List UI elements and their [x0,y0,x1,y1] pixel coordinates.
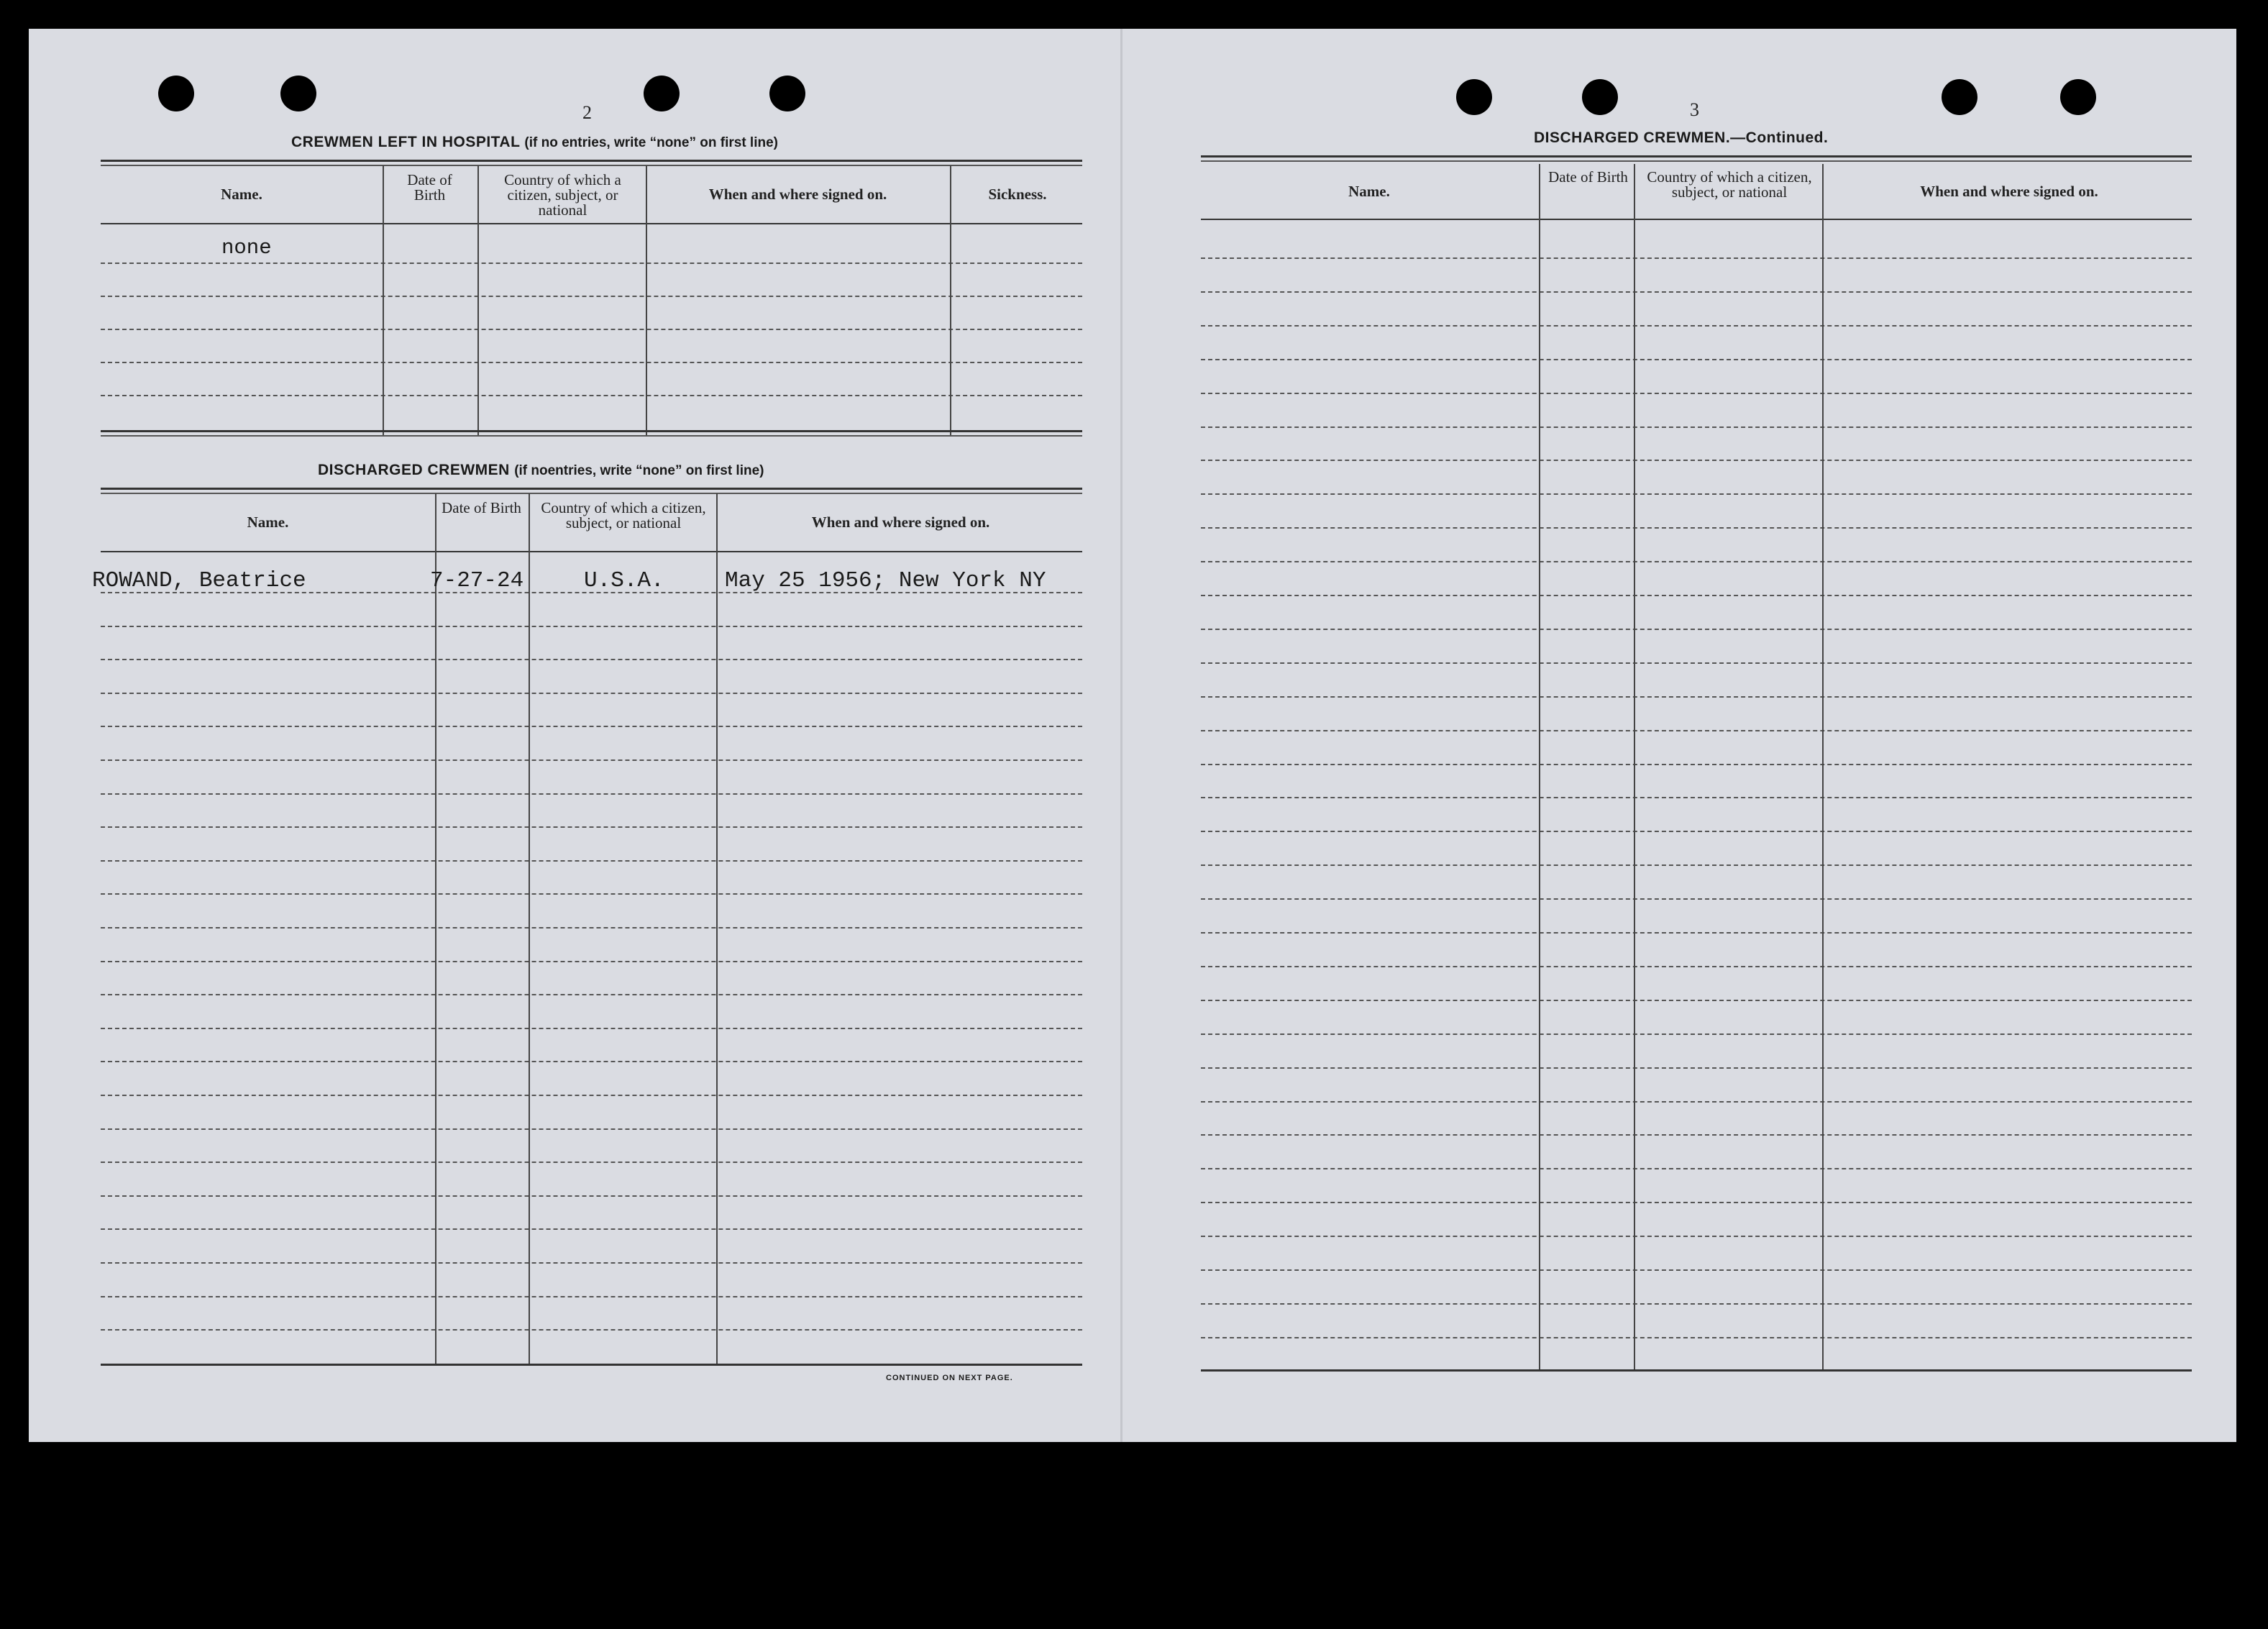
hospital-section-title [291,134,778,151]
hospital-header-sickness: Sickness. [988,186,1047,203]
ruled-line [101,961,1082,962]
ruled-line [101,626,1082,627]
discharged-header-name: Name. [247,514,289,531]
ruled-line [1201,764,2192,765]
ruled-line [101,1195,1082,1197]
ruled-line [1201,1236,2192,1237]
ruled-line [1201,257,2192,259]
ruled-line [101,693,1082,694]
discharged-col-divider [435,493,436,1365]
discharged-header-rule [101,551,1082,552]
ruled-line [1201,1134,2192,1136]
ruled-line [101,893,1082,895]
ruled-line [101,659,1082,660]
ruled-line [1201,291,2192,293]
ruled-line [1201,1269,2192,1271]
discharged-bottom-rule [101,1364,1082,1366]
hospital-header-name: Name. [221,186,262,203]
ruled-line [101,1095,1082,1096]
continued-col-divider [1539,164,1540,1371]
ruled-line [1201,460,2192,461]
ruled-line [1201,595,2192,596]
ruled-line [101,329,1082,330]
hospital-top-rule [101,160,1082,166]
hospital-bottom-rule [101,430,1082,437]
ruled-line [101,793,1082,795]
ruled-line [101,1162,1082,1163]
continued-header-dob: Date of Birth [1548,168,1628,186]
ruled-line [1201,1101,2192,1103]
ruled-line [1201,1168,2192,1169]
hospital-title-text: CREWMEN LEFT IN HOSPITAL [291,134,521,150]
ruled-line [1201,898,2192,900]
ruled-line [1201,426,2192,428]
ruled-line [1201,1337,2192,1338]
hospital-header-rule [101,223,1082,224]
hospital-header-country: Country of which a citizen, subject, or national [504,171,621,219]
ruled-line [1201,527,2192,529]
ruled-line [101,1329,1082,1331]
discharged-title-text: DISCHARGED CREWMEN [318,462,510,478]
discharged-entry-name: ROWAND, Beatrice [92,568,306,593]
ruled-line [1201,561,2192,562]
ruled-line [101,1296,1082,1297]
punch-hole [1942,79,1977,115]
continued-footnote: CONTINUED ON NEXT PAGE. [886,1374,1013,1382]
continued-header-rule [1201,219,2192,220]
continued-section-title: DISCHARGED CREWMEN.—Continued. [1534,129,1829,146]
continued-top-rule [1201,155,2192,162]
hospital-col-divider [383,165,384,435]
ruled-line [101,1262,1082,1264]
continued-col-divider [1822,164,1824,1371]
ruled-line [101,263,1082,264]
hospital-instruction: (if no entries, write “none” on first line) [524,135,778,150]
continued-header-signed-on: When and where signed on. [1920,183,2098,200]
ruled-line [101,1128,1082,1130]
ruled-line [101,759,1082,761]
ruled-line [1201,730,2192,731]
ruled-line [1201,1303,2192,1305]
discharged-col-divider [529,493,530,1365]
hospital-header-dob: Date of Birth [407,171,452,204]
punch-hole [1582,79,1618,115]
ruled-line [1201,393,2192,394]
punch-hole [1456,79,1492,115]
ruled-line [101,362,1082,363]
discharged-section-title [318,462,764,479]
page-fold [1120,29,1122,1442]
ruled-line [1201,629,2192,630]
ruled-line [1201,1202,2192,1203]
page-number: 3 [1690,99,1699,120]
ruled-line [101,1028,1082,1029]
punch-hole [2060,79,2096,115]
ruled-line [1201,1067,2192,1069]
continued-bottom-rule [1201,1369,2192,1372]
ruled-line [101,1061,1082,1062]
continued-col-divider [1634,164,1635,1371]
hospital-col-divider [477,165,479,435]
page-number: 2 [582,102,592,123]
punch-hole [769,76,805,111]
ruled-line [101,826,1082,828]
discharged-instruction: (if noentries, write “none” on first line) [514,463,764,478]
discharged-col-divider [716,493,718,1365]
ruled-line [1201,493,2192,495]
hospital-col-divider [646,165,647,435]
ruled-line [101,860,1082,862]
ruled-line [1201,831,2192,832]
ruled-line [101,1228,1082,1230]
discharged-header-country: Country of which a citizen, subject, or national [541,499,706,531]
punch-hole [644,76,680,111]
ruled-line [1201,932,2192,934]
ruled-line [1201,797,2192,798]
ruled-line [1201,1033,2192,1035]
ruled-line [1201,325,2192,327]
ruled-line [1201,966,2192,967]
punch-hole [280,76,316,111]
discharged-top-rule [101,488,1082,494]
ruled-line [1201,696,2192,698]
hospital-col-divider [950,165,951,435]
discharged-entry-country: U.S.A. [584,568,664,593]
discharged-entry-dob: 7-27-24 [430,568,524,593]
ruled-line [1201,864,2192,866]
punch-hole [158,76,194,111]
hospital-entry-none: none [221,236,272,260]
ruled-line [101,927,1082,928]
ruled-line [1201,1000,2192,1001]
ruled-line [101,994,1082,995]
ruled-line [101,726,1082,727]
ruled-line [1201,359,2192,360]
discharged-header-dob: Date of Birth [442,499,521,516]
discharged-entry-signed-on: May 25 1956; New York NY [725,568,1046,593]
continued-header-name: Name. [1348,183,1390,200]
ruled-line [101,296,1082,297]
ruled-line [1201,662,2192,664]
ruled-line [101,395,1082,396]
discharged-header-signed-on: When and where signed on. [811,514,990,531]
continued-header-country: Country of which a citizen, subject, or national [1647,168,1812,201]
hospital-header-signed-on: When and where signed on. [708,186,887,203]
